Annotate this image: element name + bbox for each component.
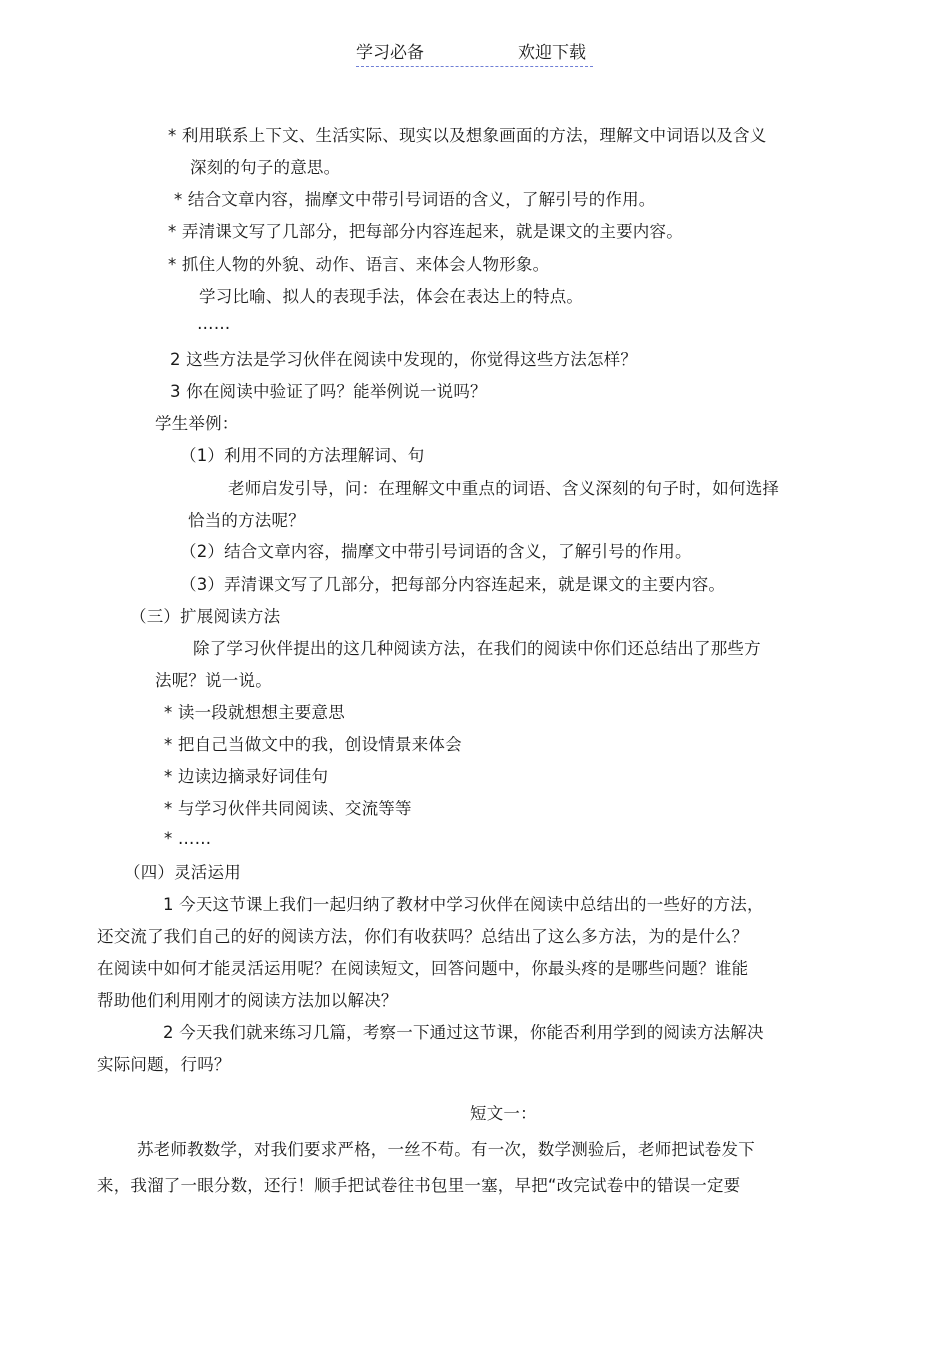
- text-line: （3）弄清课文写了几部分，把每部分内容连起来，就是课文的主要内容。: [180, 575, 726, 594]
- section-heading: （三）扩展阅读方法: [130, 607, 281, 626]
- header-left-text: 学习必备: [356, 43, 424, 63]
- text-line: 苏老师教数学，对我们要求严格，一丝不苟。有一次，数学测验后，老师把试卷发下: [137, 1140, 755, 1159]
- text-line: 实际问题，行吗？: [97, 1055, 231, 1074]
- text-line: 恰当的方法呢？: [188, 511, 305, 530]
- page-header: [356, 42, 593, 67]
- text-line: * 抓住人物的外貌、动作、语言、来体会人物形象。: [168, 255, 550, 274]
- text-line: （2）结合文章内容，揣摩文中带引号词语的含义，了解引号的作用。: [180, 542, 692, 561]
- text-line: 3 你在阅读中验证了吗？能举例说一说吗？: [170, 382, 487, 401]
- text-line: * 结合文章内容，揣摩文中带引号词语的含义，了解引号的作用。: [174, 190, 656, 209]
- text-line: 除了学习伙伴提出的这几种阅读方法，在我们的阅读中你们还总结出了那些方: [193, 639, 761, 658]
- text-line: 来，我溜了一眼分数，还行！顺手把试卷往书包里一塞，早把“改完试卷中的错误一定要: [97, 1176, 741, 1195]
- text-line: * 利用联系上下文、生活实际、现实以及想象画面的方法，理解文中词语以及含义: [168, 126, 767, 145]
- text-line: 深刻的句子的意思。: [190, 158, 341, 177]
- text-line: * ……: [164, 829, 212, 848]
- passage-title: 短文一：: [470, 1104, 537, 1123]
- text-line: * 把自己当做文中的我，创设情景来体会: [164, 735, 462, 754]
- text-line: * 弄清课文写了几部分，把每部分内容连起来，就是课文的主要内容。: [168, 222, 683, 241]
- text-line: * 与学习伙伴共同阅读、交流等等: [164, 799, 412, 818]
- text-line: 2 今天我们就来练习几篇，考察一下通过这节课，你能否利用学到的阅读方法解决: [163, 1023, 764, 1042]
- text-line: 学习比喻、拟人的表现手法，体会在表达上的特点。: [199, 287, 584, 306]
- text-line: （1）利用不同的方法理解词、句: [180, 446, 425, 465]
- text-line: 法呢？说一说。: [155, 671, 272, 690]
- text-line: 还交流了我们自己的好的阅读方法，你们有收获吗？总结出了这么多方法，为的是什么？: [97, 927, 749, 946]
- text-line: 1 今天这节课上我们一起归纳了教材中学习伙伴在阅读中总结出的一些好的方法，: [163, 895, 764, 914]
- text-line: 学生举例：: [155, 414, 239, 433]
- text-line: * 边读边摘录好词佳句: [164, 767, 329, 786]
- section-heading: （四）灵活运用: [124, 863, 241, 882]
- text-line: ……: [197, 314, 231, 333]
- text-line: 2 这些方法是学习伙伴在阅读中发现的，你觉得这些方法怎样？: [170, 350, 638, 369]
- text-line: 在阅读中如何才能灵活运用呢？在阅读短文，回答问题中，你最头疼的是哪些问题？谁能: [97, 959, 749, 978]
- text-line: 老师启发引导，问：在理解文中重点的词语、含义深刻的句子时，如何选择: [228, 479, 780, 498]
- header-right-text: 欢迎下载: [518, 43, 586, 63]
- text-line: 帮助他们利用刚才的阅读方法加以解决？: [97, 991, 398, 1010]
- text-line: * 读一段就想想主要意思: [164, 703, 345, 722]
